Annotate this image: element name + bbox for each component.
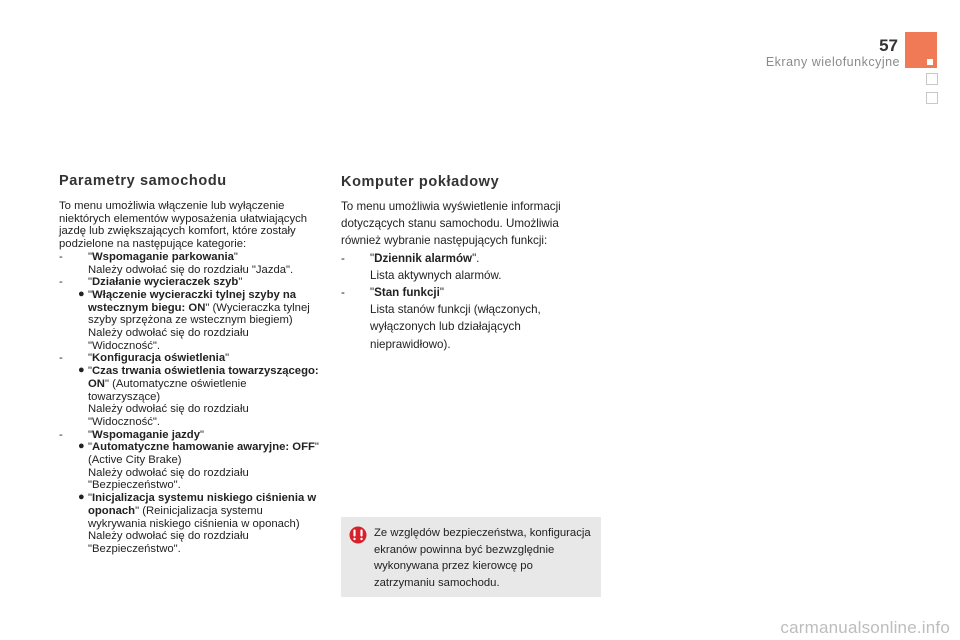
sub-item-label: Inicjalizacja systemu niskiego ciśnienia w oponach <box>88 492 317 517</box>
section-heading: Komputer pokładowy <box>341 174 500 190</box>
item-desc: Lista aktywnych alarmów. <box>370 268 502 282</box>
sub-item-note: Należy odwołać się do rozdziału <box>88 327 249 340</box>
sub-item-note-ref: "Bezpieczeństwo". <box>88 542 181 555</box>
item-note: Należy odwołać się do rozdziału "Jazda". <box>88 263 294 276</box>
sub-item-note-ref: "Widoczność". <box>88 415 161 428</box>
item-label: Dziennik alarmów <box>374 251 473 265</box>
sub-item-note: Należy odwołać się do rozdziału <box>88 403 249 416</box>
watermark: carmanualsonline.info <box>780 618 950 637</box>
sub-item: ● "Czas trwania oświetlenia towarzyszącego: ON" (Automatyczne oświetlenie towarzyszące) Należy odwołać się do rozdziału "Widoczność". <box>78 364 319 428</box>
sub-item-note-ref: "Bezpieczeństwo". <box>88 479 181 492</box>
section-heading: Parametry samochodu <box>59 173 227 189</box>
sub-item-label: Włączenie wycieraczki tylnej szyby na wstecznym biegu: ON <box>88 288 297 314</box>
list-item: - "Działanie wycieraczek szyb" <box>59 276 243 289</box>
sub-item: ● "Włączenie wycieraczki tylnej szyby na wstecznym biegu: ON" (Wycieraczka tylnej szyby sprzężona ze wstecznym biegiem) Należy odwołać się do rozdziału "Widoczność". <box>78 287 310 352</box>
sub-item-note-ref: "Widoczność". <box>88 339 161 352</box>
sub-item-note: Należy odwołać się do rozdziału <box>88 530 249 543</box>
list-item: - "Wspomaganie parkowania" Należy odwołać się do rozdziału "Jazda". <box>59 250 294 276</box>
intro-paragraph: To menu umożliwia włączenie lub wyłączenie niektórych elementów wyposażenia ułatwiających jazdę lub zwiększających komfort, które zostały podzielone na następujące kategorie: <box>59 200 308 251</box>
list-item: - "Stan funkcji" Lista stanów funkcji (włączonych, wyłączonych lub działających nieprawidłowo). <box>341 286 541 351</box>
sub-item: ● "Automatyczne hamowanie awaryjne: OFF" (Active City Brake) Należy odwołać się do rozdziału "Bezpieczeństwo". <box>78 440 319 492</box>
list-item: - "Konfiguracja oświetlenia" <box>59 352 230 365</box>
list-item: - "Wspomaganie jazdy" <box>59 428 205 441</box>
nav-square-1 <box>926 73 938 85</box>
sub-item-desc: (Active City Brake) <box>88 454 182 467</box>
item-label: Stan funkcji <box>374 286 440 300</box>
vehicle-parameters-section <box>59 172 321 556</box>
sub-item: ● "Inicjalizacja systemu niskiego ciśnienia w oponach" (Reinicjalizacja systemu wykrywania niskiego ciśnienia w oponach) Należy odwołać się do rozdziału "Bezpieczeństwo". <box>78 491 317 555</box>
tab-marker <box>927 59 933 65</box>
page-number: 57 <box>879 36 898 55</box>
sub-item-label: Automatyczne hamowanie awaryjne: OFF <box>92 441 315 454</box>
list-item: - "Dziennik alarmów". Lista aktywnych alarmów. <box>341 251 502 282</box>
section-title: Ekrany wielofunkcyjne <box>765 55 900 69</box>
item-desc: Lista stanów funkcji (włączonych, wyłączonych lub działających nieprawidłowo). <box>370 303 541 351</box>
sub-item-desc: (Wycieraczka tylnej szyby sprzężona ze wstecznym biegiem) <box>88 301 310 327</box>
sub-item-desc: (Automatyczne oświetlenie towarzyszące) <box>88 377 247 403</box>
item-label: Działanie wycieraczek szyb <box>92 276 239 289</box>
warning-exclamation-icon <box>349 526 367 544</box>
safety-warning-box <box>341 517 601 597</box>
nav-square-2 <box>926 92 938 104</box>
item-label: Konfiguracja oświetlenia <box>92 352 226 365</box>
chapter-tab <box>905 32 937 68</box>
trip-computer-section <box>341 173 596 353</box>
sub-item-desc: (Reinicjalizacja systemu wykrywania niskiego ciśnienia w oponach) <box>88 504 300 530</box>
sub-item-label: Czas trwania oświetlenia towarzyszącego: ON <box>88 365 319 390</box>
item-label: Wspomaganie jazdy <box>92 428 200 441</box>
warning-text: Ze względów bezpieczeństwa, konfiguracja ekranów powinna być bezwzględnie wykonywana przez kierowcę po zatrzymaniu samochodu. <box>374 527 591 590</box>
intro-paragraph: To menu umożliwia wyświetlenie informacji dotyczących stanu samochodu. Umożliwia również wybranie następujących funkcji: <box>341 200 561 248</box>
sub-item-note: Należy odwołać się do rozdziału <box>88 466 249 479</box>
item-label: Wspomaganie parkowania <box>92 250 234 263</box>
